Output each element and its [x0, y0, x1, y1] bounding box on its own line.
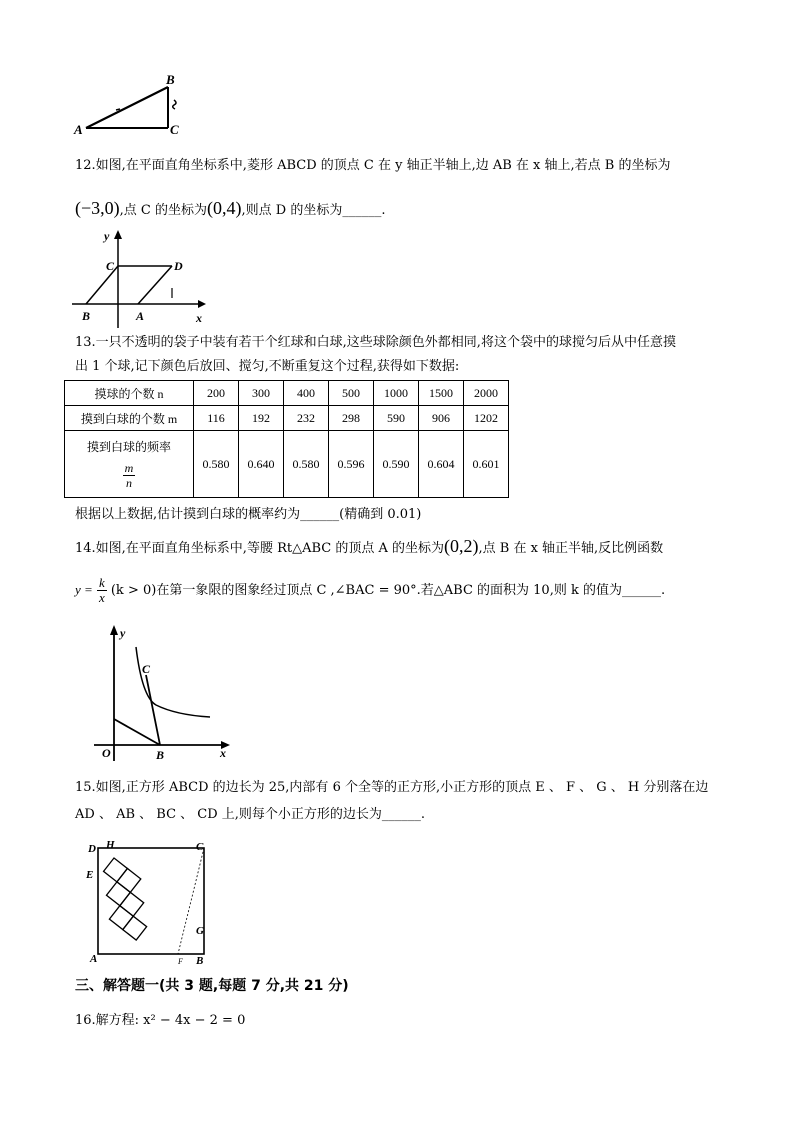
- figure-q11: [72, 72, 192, 138]
- cell-m: 192: [239, 406, 284, 431]
- label-e: E: [86, 869, 94, 881]
- cell-freq: 0.590: [374, 431, 419, 498]
- row-label-freq: [65, 431, 194, 498]
- row-label-n: 摸球的个数 n: [65, 381, 194, 406]
- frac-den: x: [98, 590, 105, 605]
- figure-q12: [66, 226, 216, 330]
- cell-m: 232: [284, 406, 329, 431]
- label-y: y: [120, 626, 126, 640]
- label-a: A: [74, 122, 83, 137]
- section-title: 三、解答题一(共 3 题,每题 7 分,共 21 分): [75, 978, 349, 994]
- cell-n: 1500: [419, 381, 464, 406]
- cell-m: 116: [194, 406, 239, 431]
- label-d: D: [174, 259, 183, 273]
- frequency-table: [64, 380, 509, 498]
- q13-footer: 根据以上数据,估计摸到白球的概率约为______(精确到 0.01): [75, 507, 422, 522]
- table-row-freq: [65, 431, 509, 498]
- cell-n: 400: [284, 381, 329, 406]
- cell-n: 300: [239, 381, 284, 406]
- q12-tail: ,则点 D 的坐标为______.: [241, 203, 386, 218]
- cell-n: 1000: [374, 381, 419, 406]
- q14-tail: ,点 B 在 x 轴正半轴,反比例函数: [478, 541, 664, 556]
- label-c: C: [106, 259, 115, 273]
- label-y: y: [104, 229, 110, 243]
- cell-freq: 0.601: [464, 431, 509, 498]
- freq-fraction: [123, 461, 136, 490]
- q13-line1: 13.一只不透明的袋子中装有若干个红球和白球,这些球除颜色外都相同,将这个袋中的球搅匀后从中任意摸: [75, 335, 676, 350]
- label-b: B: [82, 309, 91, 323]
- label-b: B: [166, 72, 175, 87]
- q14-a-coord: (0,2): [444, 536, 479, 556]
- cell-freq: 0.580: [284, 431, 329, 498]
- table-row-m: [65, 406, 509, 431]
- cell-n: 200: [194, 381, 239, 406]
- label-c: C: [142, 662, 151, 676]
- q12-c-coord: (0,4): [207, 198, 242, 218]
- label-f: F: [178, 957, 183, 966]
- label-x: x: [196, 311, 202, 325]
- row-label-m: 摸到白球的个数 m: [65, 406, 194, 431]
- cell-freq: 0.604: [419, 431, 464, 498]
- q14-rest: 在第一象限的图象经过顶点 C ,∠BAC = 90°.若△ABC 的面积为 10,则 k 的值为______.: [156, 583, 666, 598]
- q15-line2: AD 、 AB 、 BC 、 CD 上,则每个小正方形的边长为______.: [75, 807, 426, 822]
- cell-m: 590: [374, 406, 419, 431]
- q16-line: 16.解方程: x² − 4x − 2 = 0: [75, 1013, 246, 1028]
- label-a: A: [136, 309, 145, 323]
- cell-m: 298: [329, 406, 374, 431]
- cell-n: 500: [329, 381, 374, 406]
- label-a: A: [90, 953, 98, 965]
- figure-q15: [84, 836, 214, 966]
- cell-freq: 0.640: [239, 431, 284, 498]
- frac-num: m: [124, 461, 134, 475]
- label-x: x: [220, 746, 226, 760]
- label-c: C: [196, 841, 204, 853]
- cell-m: 906: [419, 406, 464, 431]
- cell-freq: 0.596: [329, 431, 374, 498]
- frac-den: n: [125, 476, 132, 490]
- q15-line1: 15.如图,正方形 ABCD 的边长为 25,内部有 6 个全等的正方形,小正方形的顶点 E 、 F 、 G 、 H 分别落在边: [75, 780, 709, 795]
- figure-q14: [86, 617, 236, 765]
- cell-freq: 0.580: [194, 431, 239, 498]
- q12-b-coord: (−3,0): [75, 198, 120, 218]
- q13-line2: 出 1 个球,记下颜色后放回、搅匀,不断重复这个过程,获得如下数据:: [75, 359, 460, 374]
- q14-cond: (k > 0): [110, 583, 157, 598]
- label-b: B: [156, 748, 165, 762]
- q12-mid: ,点 C 的坐标为: [119, 203, 207, 218]
- cell-m: 1202: [464, 406, 509, 431]
- label-g: G: [196, 925, 204, 937]
- frac-num: k: [98, 575, 105, 590]
- label-c: C: [170, 122, 179, 137]
- q14-y-eq: y =: [75, 582, 93, 597]
- cell-n: 2000: [464, 381, 509, 406]
- q14-text: 14.如图,在平面直角坐标系中,等腰 Rt△ABC 的顶点 A 的坐标为: [75, 541, 444, 556]
- q14-line2: [75, 573, 665, 608]
- table-row-n: [65, 381, 509, 406]
- freq-label: 摸到白球的频率: [86, 440, 171, 454]
- q12-line2: [75, 199, 385, 220]
- q14-line1: [75, 537, 663, 558]
- label-d: D: [88, 843, 96, 855]
- label-o: O: [102, 746, 111, 760]
- label-b: B: [196, 955, 204, 966]
- label-h: H: [106, 839, 115, 851]
- q14-fraction: [97, 576, 107, 605]
- q12-line1: 12.如图,在平面直角坐标系中,菱形 ABCD 的顶点 C 在 y 轴正半轴上,边 AB 在 x 轴上,若点 B 的坐标为: [75, 158, 671, 173]
